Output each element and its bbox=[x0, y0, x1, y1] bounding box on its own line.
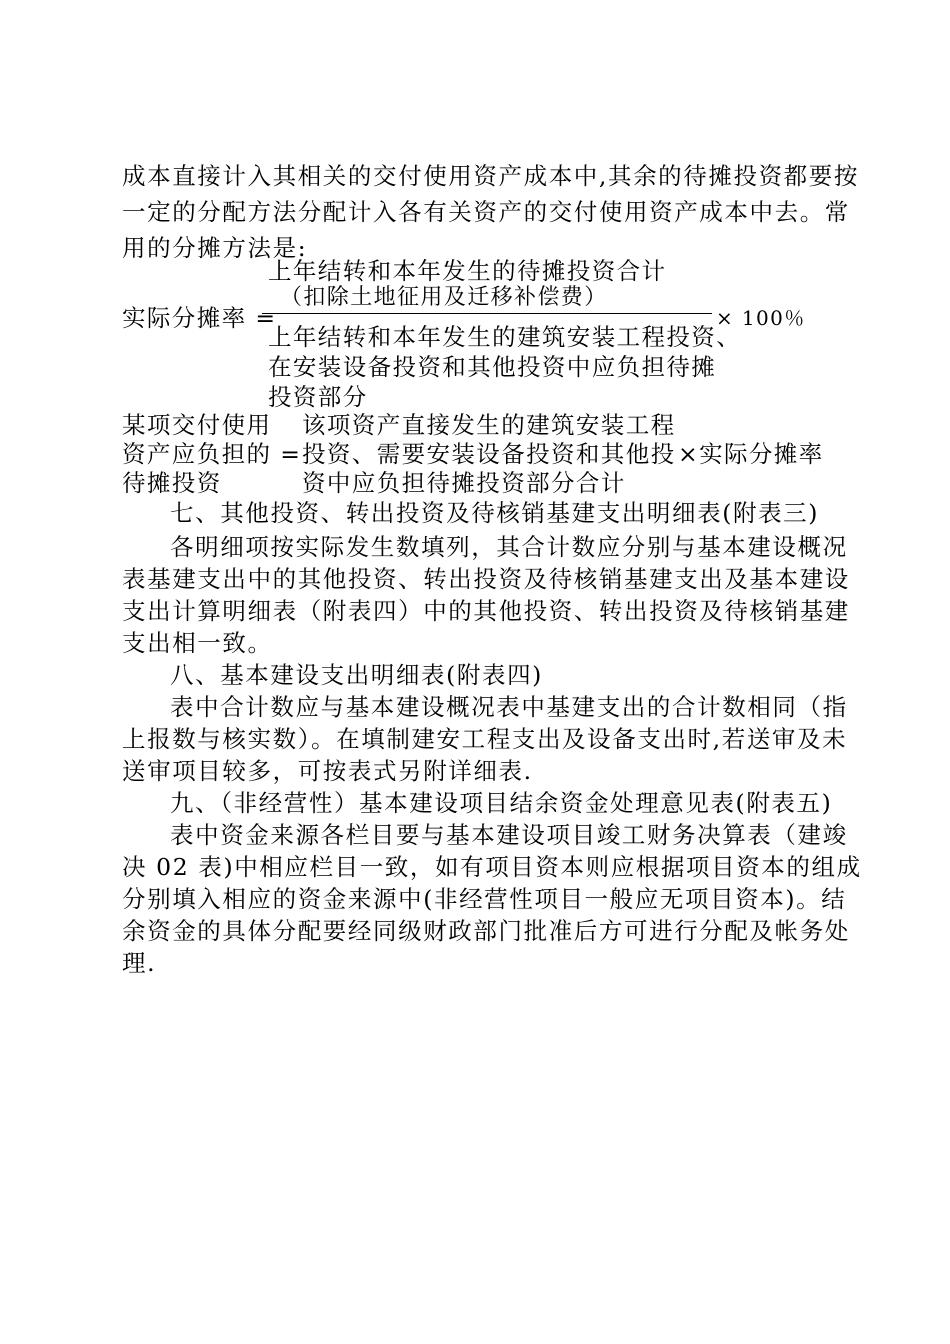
formula-rhs-line: 资中应负担待摊投资部分合计 bbox=[302, 469, 626, 497]
formula-denominator-line: 上年结转和本年发生的建筑安装工程投资、 bbox=[268, 323, 742, 351]
formula-lhs: 实际分摊率 = bbox=[122, 304, 277, 332]
formula-numerator-line: （扣除土地征用及迁移补偿费） bbox=[280, 285, 608, 310]
section-heading: 七、其他投资、转出投资及待核销基建支出明细表(附表三) bbox=[170, 499, 820, 527]
text-line: 表中资金来源各栏目要与基本建设项目竣工财务决算表（建竣 bbox=[170, 821, 848, 849]
formula-rhs-line: 该项资产直接发生的建筑安装工程 bbox=[302, 411, 676, 439]
formula-factor: ×实际分摊率 bbox=[678, 440, 824, 468]
formula-lhs-line: 某项交付使用 bbox=[122, 411, 272, 439]
formula-denominator-line: 在安装设备投资和其他投资中应负担待摊 bbox=[268, 353, 717, 381]
formula-lhs-line: 待摊投资 bbox=[122, 469, 222, 497]
formula-numerator-line: 上年结转和本年发生的待摊投资合计 bbox=[268, 257, 667, 285]
section-heading: 八、基本建设支出明细表(附表四) bbox=[170, 661, 543, 689]
text-line: 表基建支出中的其他投资、转出投资及待核销基建支出及基本建设 bbox=[122, 565, 850, 593]
text-line: 决 02 表)中相应栏目一致，如有项目资本则应根据项目资本的组成 bbox=[122, 853, 862, 881]
formula-rhs-line: 投资、需要安装设备投资和其他投 bbox=[302, 440, 676, 468]
text-line: 理. bbox=[122, 949, 157, 977]
text-line: 支出计算明细表（附表四）中的其他投资、转出投资及待核销基建 bbox=[122, 597, 850, 625]
fraction-bar bbox=[262, 313, 712, 314]
text-line: 各明细项按实际发生数填列，其合计数应分别与基本建设概况 bbox=[170, 533, 848, 561]
formula-denominator-line: 投资部分 bbox=[268, 383, 368, 411]
text-line: 成本直接计入其相关的交付使用资产成本中,其余的待摊投资都要按 bbox=[122, 162, 859, 190]
text-line: 一定的分配方法分配计入各有关资产的交付使用资产成本中去。常 bbox=[122, 198, 850, 226]
text-line: 支出相一致。 bbox=[122, 629, 273, 657]
section-heading: 九、（非经营性）基本建设项目结余资金处理意见表(附表五) bbox=[170, 789, 833, 817]
text-line: 上报数与核实数）。在填制建安工程支出及设备支出时,若送审及未 bbox=[122, 725, 848, 753]
text-line: 用的分摊方法是: bbox=[122, 234, 308, 262]
text-line: 送审项目较多，可按表式另附详细表. bbox=[122, 757, 533, 785]
text-line: 余资金的具体分配要经同级财政部门批准后方可进行分配及帐务处 bbox=[122, 917, 850, 945]
formula-factor: × 100％ bbox=[716, 306, 806, 330]
text-line: 分别填入相应的资金来源中(非经营性项目一般应无项目资本)。结 bbox=[122, 885, 847, 913]
text-line: 表中合计数应与基本建设概况表中基建支出的合计数相同（指 bbox=[170, 693, 848, 721]
formula-lhs-line: 资产应负担的 = bbox=[122, 440, 302, 468]
